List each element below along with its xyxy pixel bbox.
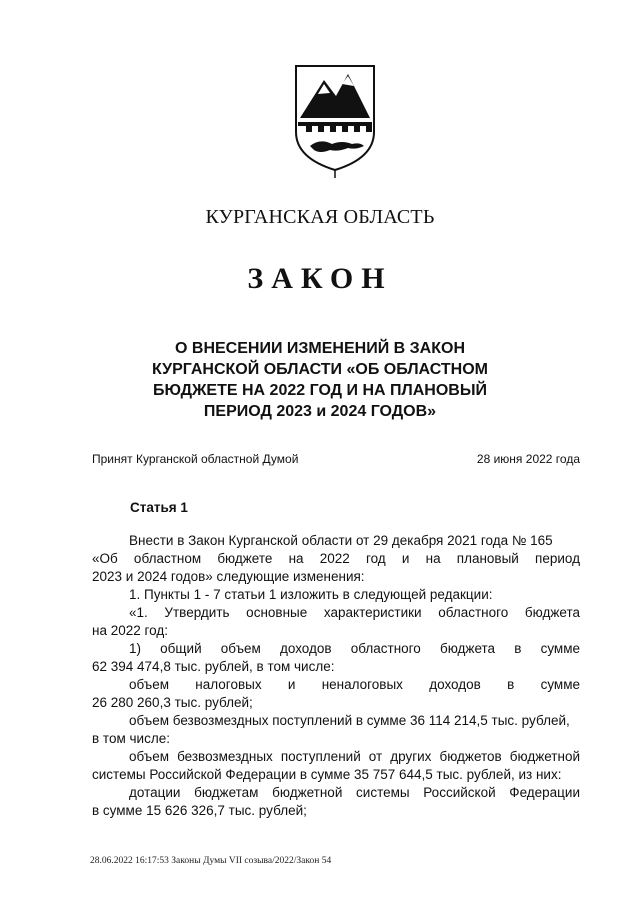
body-line: 62 394 474,8 тыс. рублей, в том числе:	[92, 659, 335, 674]
subject-line: О ВНЕСЕНИИ ИЗМЕНЕНИЙ В ЗАКОН	[175, 340, 465, 357]
body-line: в том числе:	[92, 731, 170, 746]
body-line: объем безвозмездных поступлений от других бюджетов бюджетной	[129, 749, 580, 764]
article-heading: Статья 1	[130, 500, 188, 515]
body-line: 1. Пункты 1 - 7 статьи 1 изложить в следующей редакции:	[129, 587, 493, 602]
adopted-by: Принят Курганской областной Думой	[92, 452, 299, 466]
adoption-date: 28 июня 2022 года	[476, 452, 580, 466]
body-line: «Об областном бюджете на 2022 год и на плановый период	[92, 551, 580, 566]
body-line: системы Российской Федерации в сумме 35 757 644,5 тыс. рублей, из них:	[92, 767, 562, 782]
body-line: объем налоговых и неналоговых доходов в сумме	[129, 677, 580, 692]
document-type-title: ЗАКОН	[247, 262, 393, 295]
body-line: «1. Утвердить основные характеристики областного бюджета	[129, 605, 580, 620]
region-name: КУРГАНСКАЯ ОБЛАСТЬ	[205, 206, 435, 228]
subject-line: ПЕРИОД 2023 и 2024 ГОДОВ»	[203, 403, 437, 420]
body-line: Внести в Закон Курганской области от 29 декабря 2021 года № 165	[129, 533, 553, 548]
body-line: в сумме 15 626 326,7 тыс. рублей;	[92, 803, 307, 818]
subject-line: КУРГАНСКОЙ ОБЛАСТИ «ОБ ОБЛАСТНОМ	[152, 361, 488, 378]
coat-of-arms-icon	[290, 60, 380, 180]
body-line: объем безвозмездных поступлений в сумме 36 114 214,5 тыс. рублей,	[129, 713, 570, 728]
article-body	[92, 532, 580, 820]
body-line: 26 280 260,3 тыс. рублей;	[92, 695, 253, 710]
law-subject-title	[100, 338, 540, 422]
subject-line: БЮДЖЕТЕ НА 2022 ГОД И НА ПЛАНОВЫЙ	[152, 382, 488, 399]
body-line: 1) общий объем доходов областного бюджета в сумме	[129, 641, 580, 656]
body-line: дотации бюджетам бюджетной системы Российской Федерации	[129, 785, 580, 800]
body-line: 2023 и 2024 годов» следующие изменения:	[92, 569, 365, 584]
footer-stamp: 28.06.2022 16:17:53 Законы Думы VII созыва/2022/Закон 54	[90, 856, 332, 866]
body-line: на 2022 год:	[92, 623, 168, 638]
